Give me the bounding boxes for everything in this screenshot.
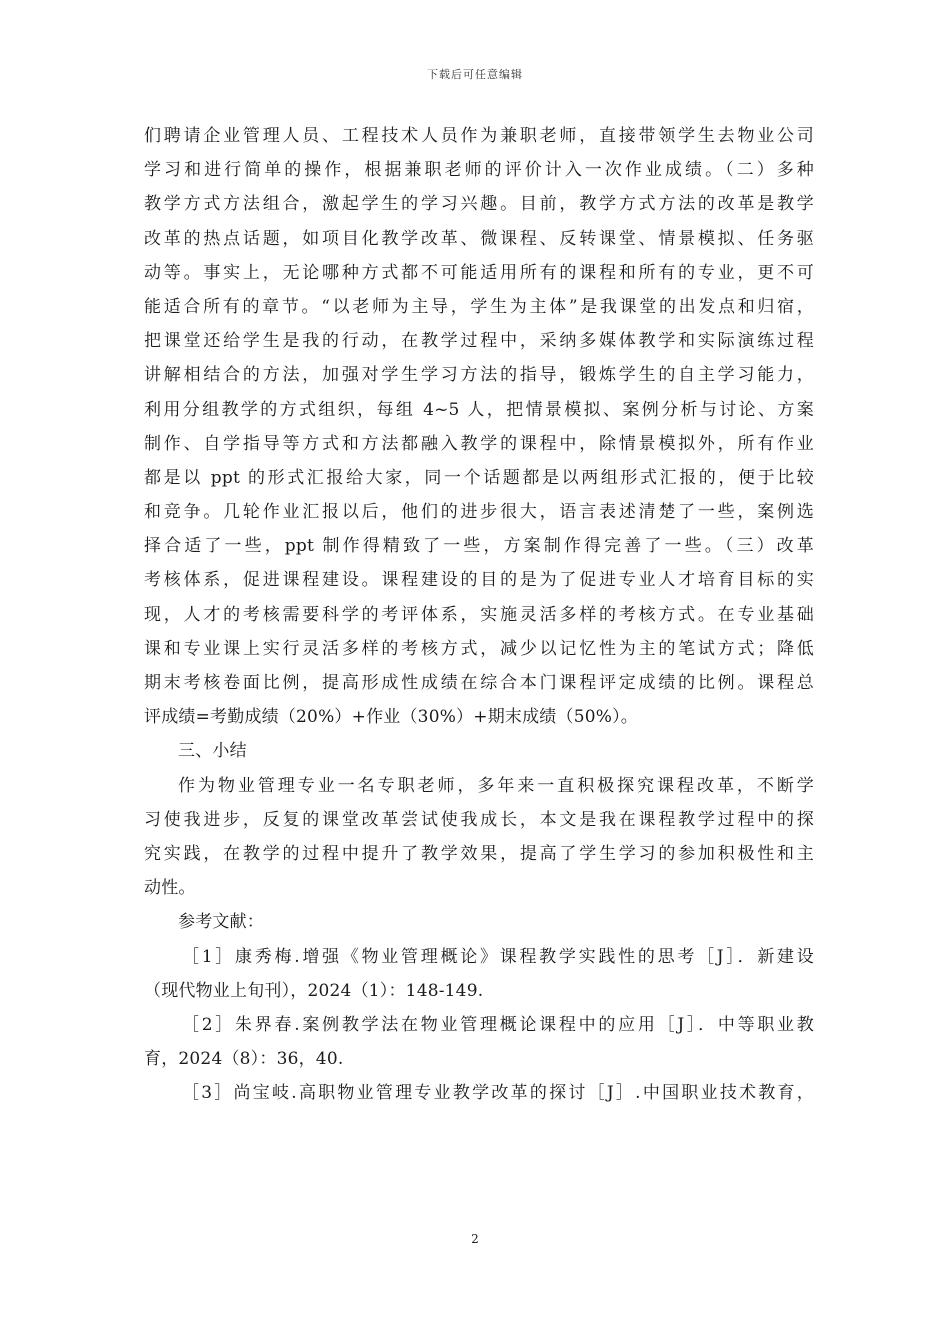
text-line: 择合适了一些，ppt 制作得精致了一些，方案制作得完善了一些。（三）改革 <box>144 536 814 557</box>
text-line: 改革的热点话题，如项目化教学改革、微课程、反转课堂、情景模拟、任务驱 <box>144 228 814 249</box>
text-line: 教学方式方法组合，激起学生的学习兴趣。目前，教学方式方法的改革是教学 <box>144 194 814 215</box>
text-line: 习使我进步，反复的课堂改革尝试使我成长，本文是我在课程教学过程中的探 <box>144 809 814 830</box>
references-list <box>144 940 814 1111</box>
section-heading-summary: 三、小结 <box>178 741 247 762</box>
text-line: 课和专业课上实行灵活多样的考核方式，减少以记忆性为主的笔试方式；降低 <box>144 638 814 659</box>
text-line: 评成绩=考勤成绩（20%）+作业（30%）+期末成绩（50%）。 <box>144 707 638 728</box>
reference-line: ［2］朱界春.案例教学法在物业管理概论课程中的应用［J］．中等职业教 <box>182 1014 814 1035</box>
text-line: 究实践，在教学的过程中提升了教学效果，提高了学生学习的参加积极性和主 <box>144 843 814 864</box>
reference-item <box>144 1008 814 1076</box>
paragraph-course-reform <box>144 119 814 734</box>
text-line: 期末考核卷面比例，提高形成性成绩在综合本门课程评定成绩的比例。课程总 <box>144 673 814 693</box>
text-line: 制作、自学指导等方式和方法都融入教学的课程中，除情景模拟外，所有作业 <box>144 433 814 454</box>
text-line: 们聘请企业管理人员、工程技术人员作为兼职老师，直接带领学生去物业公司 <box>144 126 814 146</box>
text-line: 和竞争。几轮作业汇报以后，他们的进步很大，语言表述清楚了一些，案例选 <box>144 502 814 523</box>
text-line: 学习和进行简单的操作，根据兼职老师的评价计入一次作业成绩。（二）多种 <box>144 160 814 181</box>
reference-item <box>144 940 814 1008</box>
text-line: 现，人才的考核需要科学的考评体系，实施灵活多样的考核方式。在专业基础 <box>144 604 814 625</box>
text-line: 动等。事实上，无论哪种方式都不可能适用所有的课程和所有的专业，更不可 <box>144 262 814 283</box>
references-heading: 参考文献： <box>178 912 264 933</box>
text-line: 讲解相结合的方法，加强对学生学习方法的指导，锻炼学生的自主学习能力， <box>144 365 814 386</box>
text-line: 考核体系，促进课程建设。课程建设的目的是为了促进专业人才培育目标的实 <box>144 570 814 591</box>
text-line: 动性。 <box>144 878 196 899</box>
text-line: 能适合所有的章节。“以老师为主导，学生为主体”是我课堂的出发点和归宿， <box>144 296 814 317</box>
reference-line: 育，2024（8）：36，40. <box>144 1049 344 1070</box>
document-body <box>144 119 814 1110</box>
text-line: 把课堂还给学生是我的行动，在教学过程中，采纳多媒体教学和实际演练过程 <box>144 331 814 352</box>
paragraph-summary <box>144 769 814 906</box>
reference-item <box>144 1076 814 1110</box>
reference-line: ［3］尚宝岐.高职物业管理专业教学改革的探讨［J］.中国职业技术教育， <box>182 1083 814 1104</box>
reference-line: （现代物业上旬刊），2024（1）：148-149. <box>144 980 484 1001</box>
reference-line: ［1］康秀梅.增强《物业管理概论》课程教学实践性的思考［J］．新建设 <box>182 946 814 967</box>
page-header: 下载后可任意编辑 <box>427 68 523 81</box>
text-line: 作为物业管理专业一名专职老师，多年来一直积极探究课程改革，不断学 <box>178 775 814 796</box>
text-line: 都是以 ppt 的形式汇报给大家，同一个话题都是以两组形式汇报的，便于比较 <box>144 467 814 488</box>
page-number: 2 <box>471 1232 479 1246</box>
text-line: 利用分组教学的方式组织，每组 4~5 人，把情景模拟、案例分析与讨论、方案 <box>144 399 814 420</box>
